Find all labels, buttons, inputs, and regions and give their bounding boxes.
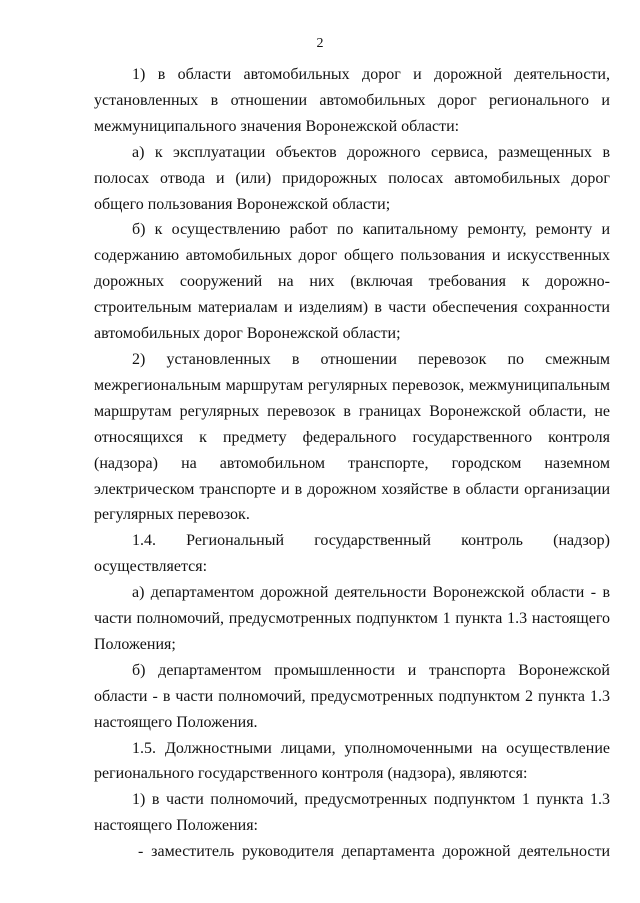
paragraph-road-repair: б) к осуществлению работ по капитальному ремонту, ремонту и содержанию автомобильных дорог общего пользования и искусственных дорожных сооружений на них (включая требования к дорожно-строительным материалам и изделиям) в части обеспечения сохранности автомобильных дорог Воронежской области; [94,221,610,343]
paragraph-regular-transport: 2) установленных в отношении перевозок по смежным межрегиональным маршрутам регулярных перевозок, межмуниципальным маршрутам регулярных перевозок в границах Воронежской области, не относящихся к предмету федерального государственного контроля (надзора) на автомобильном транспорте, городском наземном электрическом транспорте и в дорожном хозяйстве в области организации регулярных перевозок. [94,350,610,524]
paragraph-deputy-head: - заместитель руководителя департамента дорожной деятельности [138,843,610,861]
paragraph-road-service: а) к эксплуатации объектов дорожного сервиса, размещенных в полосах отвода и (или) придорожных полосах автомобильных дорог общего пользования Воронежской области; [94,143,610,213]
paragraph-1-4-heading: 1.4. Региональный государственный контроль (надзор) осуществляется: [94,532,610,576]
page-number: 2 [316,36,324,51]
paragraph-road-activity: 1) в области автомобильных дорог и дорожной деятельности, установленных в отношении автомобильных дорог регионального и межмуниципального значения Воронежской области: [94,66,610,135]
document-body [94,62,610,865]
paragraph-1-5-officials: 1.5. Должностными лицами, уполномоченными на осуществление регионального государственного контроля (надзора), являются: [94,739,610,783]
paragraph-dept-industry: б) департаментом промышленности и транспорта Воронежской области - в части полномочий, предусмотренных подпунктом 2 пункта 1.3 настоящего Положения. [94,661,610,731]
paragraph-dept-road: а) департаментом дорожной деятельности Воронежской области - в части полномочий, предусмотренных подпунктом 1 пункта 1.3 настоящего Положения; [94,584,610,653]
paragraph-powers-subclause-1: 1) в части полномочий, предусмотренных подпунктом 1 пункта 1.3 настоящего Положения: [94,791,610,835]
